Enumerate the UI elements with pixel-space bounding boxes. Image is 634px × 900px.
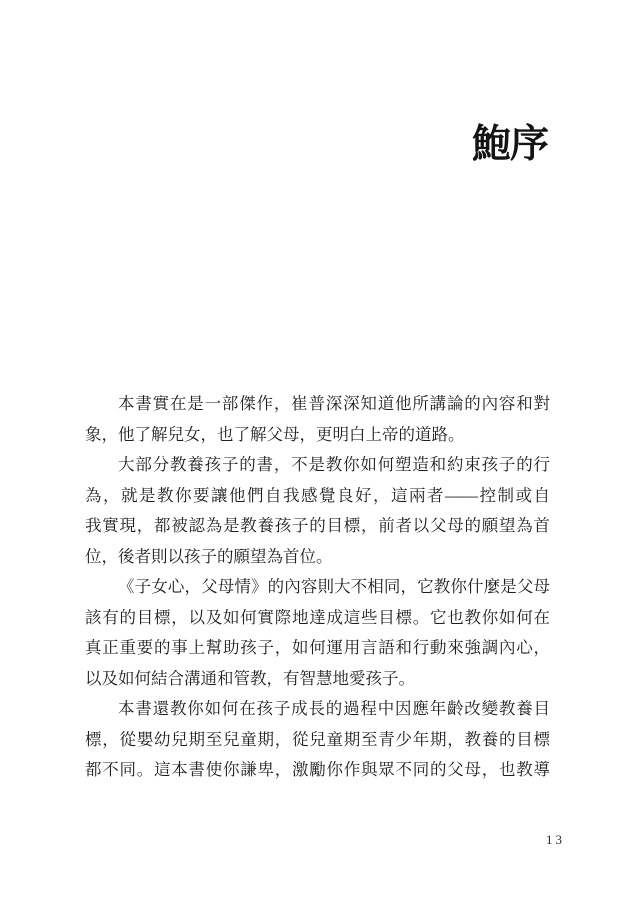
body-text	[85, 389, 550, 786]
page-number: 13	[546, 832, 565, 847]
text-line: 標，從嬰幼兒期至兒童期，從兒童期至青少年期，教養的目標	[85, 729, 550, 749]
text-line: 《子女心，父母情》的內容則大不相同，它教你什麼是父母	[118, 577, 550, 596]
text-line: 本書實在是一部傑作，崔普深深知道他所講論的內容和對	[118, 394, 550, 413]
text-line: 都不同。這本書使你謙卑，激勵你作與眾不同的父母，也教導	[85, 760, 550, 779]
text-line: 大部分教養孩子的書，不是教你如何塑造和約束孩子的行	[118, 455, 550, 474]
text-line: 位，後者則以孩子的願望為首位。	[85, 546, 333, 566]
text-line: 本書還教你如何在孩子成長的過程中因應年齡改變教養目	[118, 699, 550, 718]
text-line: 我實現，都被認為是教養孩子的目標，前者以父母的願望為首	[85, 516, 550, 535]
text-line: 該有的目標，以及如何實際地達成這些目標。它也教你如何在	[85, 607, 550, 627]
text-line: 以及如何結合溝通和管教，有智慧地愛孩子。	[85, 668, 415, 688]
text-line: 象，他了解兒女，也了解父母，更明白上帝的道路。	[85, 424, 465, 444]
text-line: 真正重要的事上幫助孩子，如何運用言語和行動來強調內心，	[85, 638, 550, 657]
chapter-title: 鮑序	[471, 123, 548, 166]
text-line: 為，就是教你要讓他們自我感覺良好，這兩者——控制或自	[85, 485, 550, 505]
